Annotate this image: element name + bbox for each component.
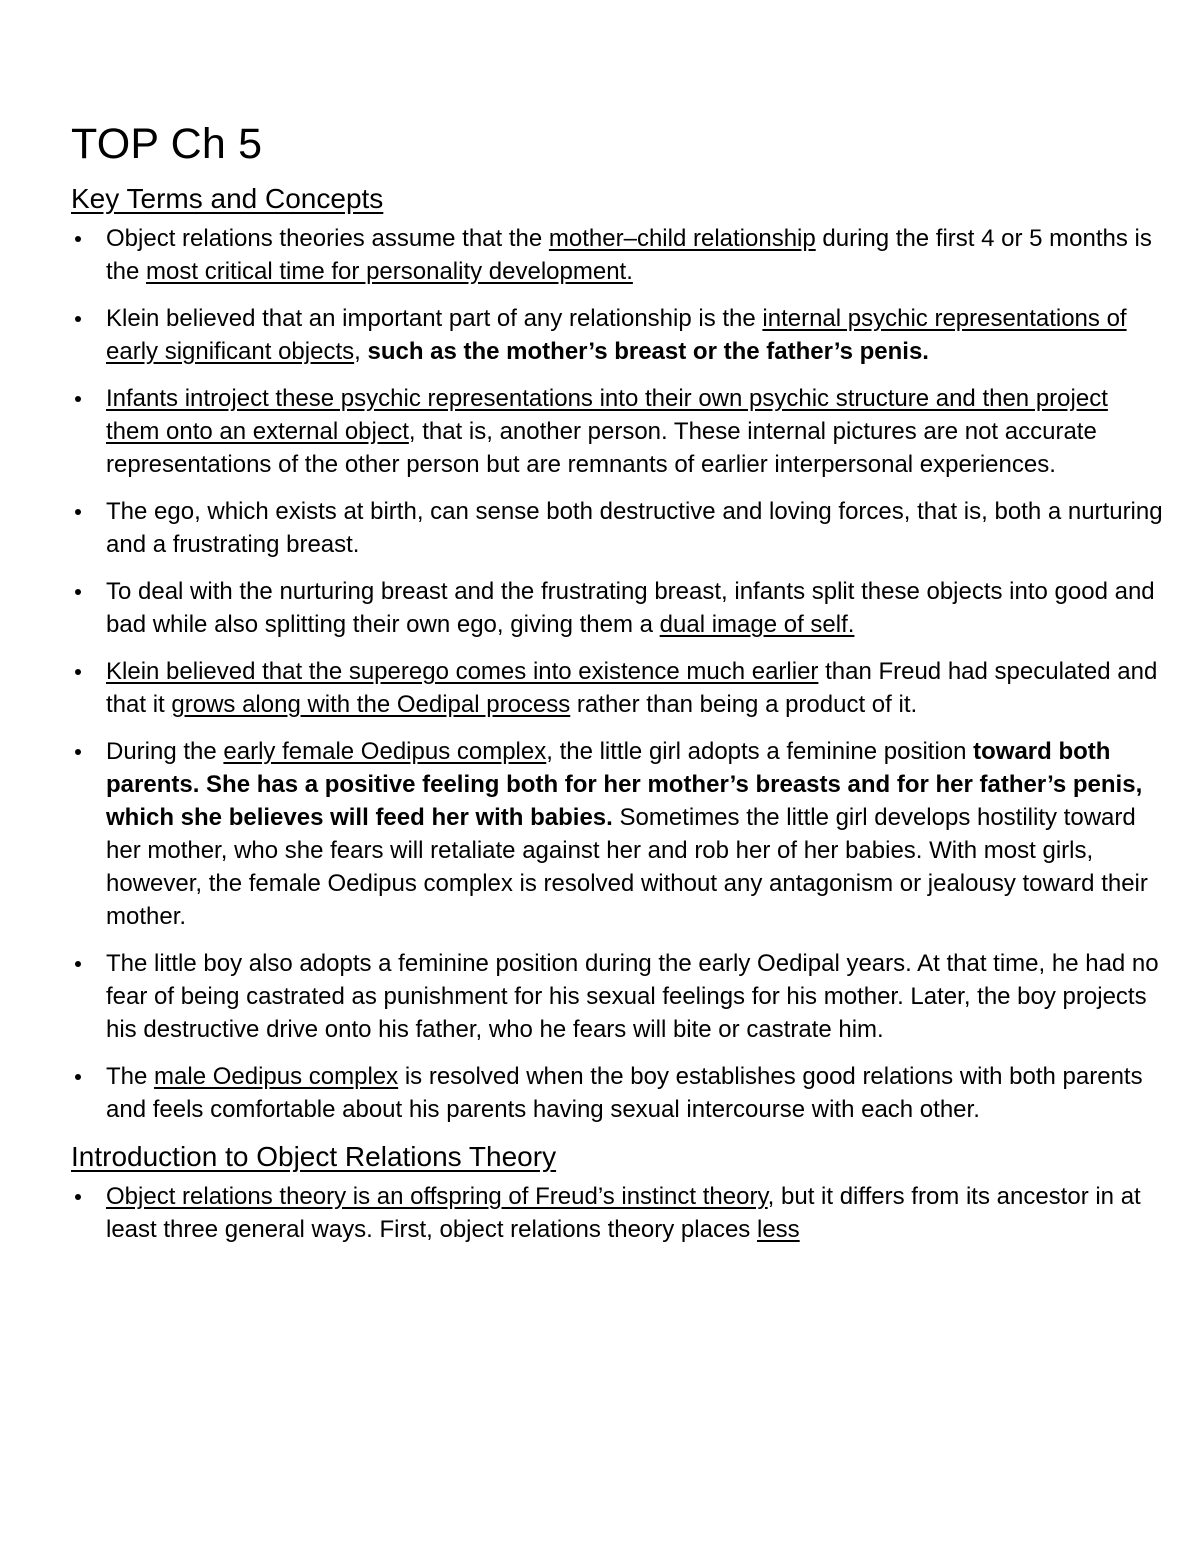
underlined-text: grows along with the Oedipal process <box>171 691 571 718</box>
underlined-text: Infants introject these psychic representations into their own psychic structure and then project them onto an external object <box>106 385 1108 445</box>
bullet-item <box>71 302 1165 368</box>
body-text: The ego, which exists at birth, can sense both destructive and loving forces, that is, both a nurturing and a frustrating breast. <box>106 498 1163 558</box>
bullet-item <box>71 1180 1165 1246</box>
body-text: , but it differs from its ancestor in at least three general ways. First, object relations theory places <box>106 1183 1141 1243</box>
underlined-text: Object relations theory is an offspring of Freud’s instinct theory <box>106 1183 768 1210</box>
body-text: Klein believed that an important part of any relationship is the <box>106 305 763 332</box>
bullet-list <box>71 1180 1141 1246</box>
bullet-item <box>71 382 1165 481</box>
section-heading: Introduction to Object Relations Theory <box>71 1141 557 1172</box>
underlined-text: mother–child relationship <box>548 225 816 252</box>
body-text: , <box>354 338 368 365</box>
underlined-text: internal psychic representations of early significant objects <box>106 305 1127 365</box>
body-text: The little boy also adopts a feminine position during the early Oedipal years. At that time, he had no fear of being castrated as punishment for his sexual feelings for his mother. Later, the boy projects his destructive drive onto his father, who he fears will bite or castrate him. <box>106 950 1159 1043</box>
underlined-text: dual image of self. <box>659 611 855 638</box>
bullet-list <box>71 222 1163 1126</box>
bullet-item <box>71 947 1165 1046</box>
bullet-item <box>71 735 1165 933</box>
underlined-text: most critical time for personality development. <box>146 258 633 285</box>
document-title: TOP Ch 5 <box>71 120 263 168</box>
body-text: , the little girl adopts a feminine position <box>546 738 974 765</box>
bullet-item <box>71 1060 1165 1126</box>
section-heading: Key Terms and Concepts <box>71 183 384 214</box>
body-text: than Freud had speculated and that it <box>106 658 1158 718</box>
bullet-item <box>71 222 1165 288</box>
bold-text: such as the mother’s breast or the father’s penis. <box>367 338 929 365</box>
body-text: during the first 4 or 5 months is the <box>106 225 1152 285</box>
bullet-item <box>71 575 1165 641</box>
underlined-text: male Oedipus complex <box>154 1063 399 1090</box>
underlined-text: Klein believed that the superego comes into existence much earlier <box>106 658 819 685</box>
underlined-text: early female Oedipus complex <box>223 738 547 765</box>
body-text: Object relations theories assume that the <box>106 225 549 252</box>
bullet-item <box>71 655 1165 721</box>
document-body <box>71 182 1163 1246</box>
body-text: During the <box>106 738 224 765</box>
body-text: To deal with the nurturing breast and the frustrating breast, infants split these objects into good and bad while also splitting their own ego, giving them a <box>106 578 1155 638</box>
body-text: rather than being a product of it. <box>570 691 918 718</box>
body-text: is resolved when the boy establishes good relations with both parents and feels comfortable about his parents having sexual intercourse with each other. <box>106 1063 1143 1123</box>
underlined-text: less <box>756 1216 800 1243</box>
body-text: Sometimes the little girl develops hostility toward her mother, who she fears will retaliate against her and rob her of her babies. With most girls, however, the female Oedipus complex is resolved without any antagonism or jealousy toward their mother. <box>106 804 1148 930</box>
body-text: , that is, another person. These internal pictures are not accurate representations of the other person but are remnants of earlier interpersonal experiences. <box>106 418 1097 478</box>
bold-text: toward both parents. She has a positive feeling both for her mother’s breasts and for her father’s penis, which she believes will feed her with babies. <box>106 738 1143 831</box>
bullet-item <box>71 495 1165 561</box>
body-text: The <box>106 1063 155 1090</box>
